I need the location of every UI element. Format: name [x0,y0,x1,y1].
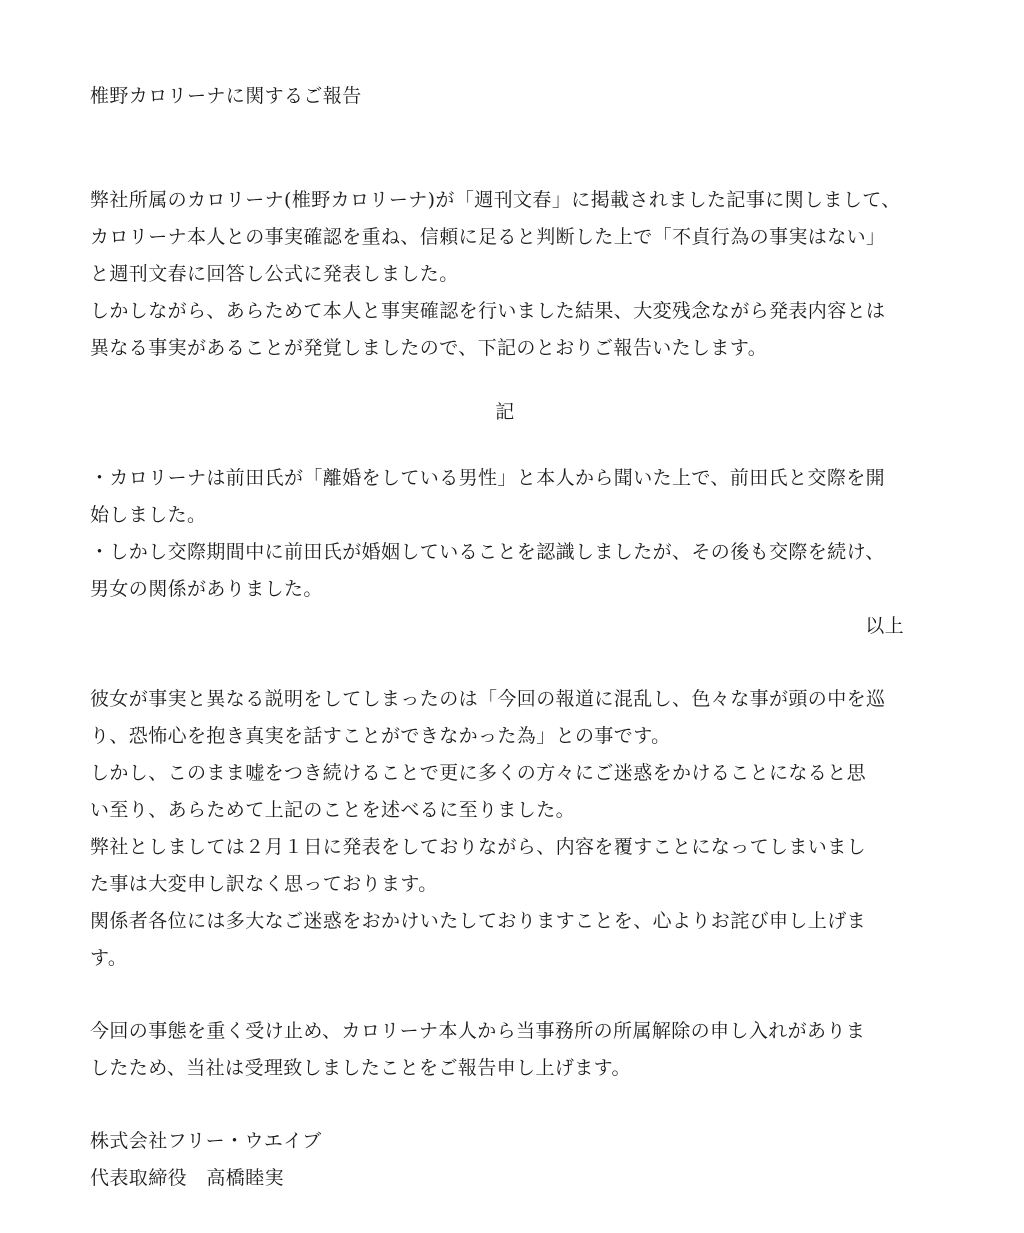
body-line: 彼女が事実と異なる説明をしてしまったのは「今回の報道に混乱し、色々な事が頭の中を巡 [90,688,886,710]
intro-line: カロリーナ本人との事実確認を重ね、信頼に足ると判断した上で「不貞行為の事実はない」 [90,226,886,248]
body-line: り、恐怖心を抱き真実を話すことができなかった為」との事です。 [90,725,671,747]
representative-name: 代表取締役 高橋睦実 [90,1167,285,1189]
body-line: 弊社としましては２月１日に発表をしておりながら、内容を覆すことになってしまいまし [90,836,867,858]
closing-line: 今回の事態を重く受け止め、カロリーナ本人から当事務所の所属解除の申し入れがありま [90,1020,866,1042]
intro-line: 弊社所属のカロリーナ(椎野カロリーナ)が「週刊文春」に掲載されました記事に関しまして、 [90,189,901,211]
intro-paragraph [90,182,920,367]
document-title: 椎野カロリーナに関するご報告 [90,85,362,107]
ki-heading: 記 [495,401,515,423]
body-line: い至り、あらためて上記のことを述べるに至りました。 [90,799,576,821]
closing-paragraph [90,1013,920,1087]
explanation-paragraph [90,681,920,977]
body-line: しかし、このまま嘘をつき続けることで更に多くの方々にご迷惑をかけることになると思 [90,762,867,784]
fact-line: 男女の関係がありました。 [90,578,323,600]
facts-list [90,460,920,645]
body-line: す。 [90,947,128,969]
fact-line: ・カロリーナは前田氏が「離婚をしている男性」と本人から聞いた上で、前田氏と交際を開 [90,467,886,489]
company-name: 株式会社フリー・ウエイブ [90,1130,322,1152]
intro-line: しかしながら、あらためて本人と事実確認を行いました結果、大変残念ながら発表内容とは [90,300,886,322]
intro-line: 異なる事実があることが発覚しましたので、下記のとおりご報告いたします。 [90,337,768,359]
press-release-document [90,78,920,1197]
signature-block [90,1123,920,1197]
body-line: 関係者各位には多大なご迷惑をおかけいたしておりますことを、心よりお詫び申し上げま [90,910,867,932]
closing-line: したため、当社は受理致しましたことをご報告申し上げます。 [90,1057,631,1079]
fact-line: 始しました。 [90,504,207,526]
body-line: た事は大変申し訳なく思っております。 [90,873,438,895]
ijou-mark: 以上 [865,615,904,637]
fact-line: ・しかし交際期間中に前田氏が婚姻していることを認識しましたが、その後も交際を続け、 [90,541,885,563]
intro-line: と週刊文春に回答し公式に発表しました。 [90,263,459,285]
